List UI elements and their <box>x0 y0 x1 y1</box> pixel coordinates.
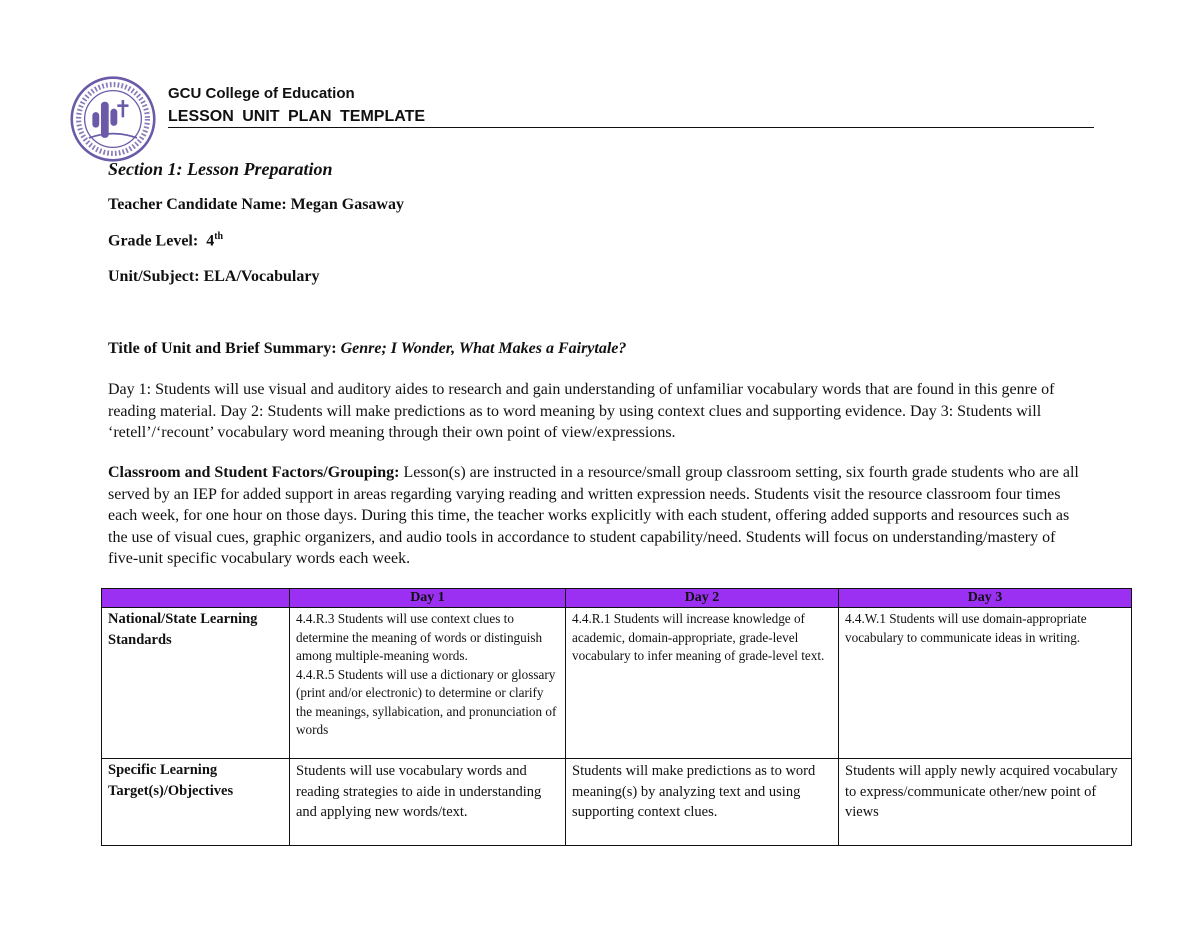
teacher-name-value: Megan Gasaway <box>290 196 404 213</box>
section-title: Section 1: Lesson Preparation <box>108 159 333 179</box>
grade-level-field <box>108 231 223 250</box>
standards-day2: 4.4.R.1 Students will increase knowledge of academic, domain-appropriate, grade-level vocabulary to infer meaning of grade-level text. <box>566 608 839 759</box>
table-header-row <box>102 589 1132 608</box>
unit-title-field <box>108 340 626 358</box>
grade-level-label: Grade Level: <box>108 232 199 250</box>
unit-subject-value: ELA/Vocabulary <box>203 268 320 285</box>
objectives-day1: Students will use vocabulary words and reading strategies to aide in understanding and applying new words/text. <box>290 759 566 846</box>
classroom-factors <box>108 462 1083 570</box>
objectives-day3: Students will apply newly acquired vocabulary to express/communicate other/new point of views <box>839 759 1132 846</box>
gcu-seal-logo <box>70 76 156 162</box>
table-header-day2: Day 2 <box>566 589 839 608</box>
unit-title-label: Title of Unit and Brief Summary: <box>108 340 337 357</box>
classroom-factors-text: Lesson(s) are instructed in a resource/small group classroom setting, six fourth grade students who are all served by an IEP for added support in areas regarding varying reading and written expression needs. Students visit the resource classroom four times each week, for one hour on those days. During this time, the teacher works explicitly with each student, offering added supports and resources such as the use of visual cues, graphic organizers, and audio tools in accordance to student capability/need. Students will focus on understanding/mastery of five-unit specific vocabulary words each week. <box>108 464 1079 567</box>
unit-summary: Day 1: Students will use visual and auditory aides to research and gain understanding of unfamiliar vocabulary words that are found in this genre of reading material. Day 2: Students will make predictions as to word meaning by using context clues and supporting evidence. Day 3: Students will ‘retell’/‘recount’ vocabulary word meaning through their own point of view/expressions. <box>108 381 1055 441</box>
grade-level-value: 4 <box>206 232 215 250</box>
unit-title-value: Genre; I Wonder, What Makes a Fairytale? <box>340 340 627 357</box>
lesson-plan-table <box>101 588 1132 846</box>
table-row <box>102 759 1132 846</box>
table-header-blank <box>102 589 290 608</box>
table-row <box>102 608 1132 759</box>
classroom-factors-label: Classroom and Student Factors/Grouping: <box>108 464 400 481</box>
grade-level-suffix: th <box>214 231 224 242</box>
table-header-day1: Day 1 <box>290 589 566 608</box>
template-title: LESSON UNIT PLAN TEMPLATE <box>168 108 426 125</box>
table-header-day3: Day 3 <box>839 589 1132 608</box>
unit-subject-field <box>108 268 319 286</box>
objectives-day2: Students will make predictions as to word meaning(s) by analyzing text and using supporting context clues. <box>566 759 839 846</box>
standards-day3: 4.4.W.1 Students will use domain-appropriate vocabulary to communicate ideas in writing. <box>839 608 1132 759</box>
teacher-name-label: Teacher Candidate Name: <box>108 196 287 213</box>
unit-subject-label: Unit/Subject: <box>108 268 200 285</box>
header-rule <box>168 127 1094 128</box>
teacher-name-field <box>108 196 404 214</box>
row-label-standards: National/State Learning Standards <box>102 608 290 759</box>
row-label-objectives: Specific Learning Target(s)/Objectives <box>102 759 290 846</box>
standards-day1: 4.4.R.3 Students will use context clues to determine the meaning of words or distinguish among multiple-meaning words. 4.4.R.5 Students will use a dictionary or glossary (print and/or electronic) to determine or clarify the meanings, syllabication, and pronunciation of words <box>290 608 566 759</box>
college-name: GCU College of Education <box>168 85 355 102</box>
